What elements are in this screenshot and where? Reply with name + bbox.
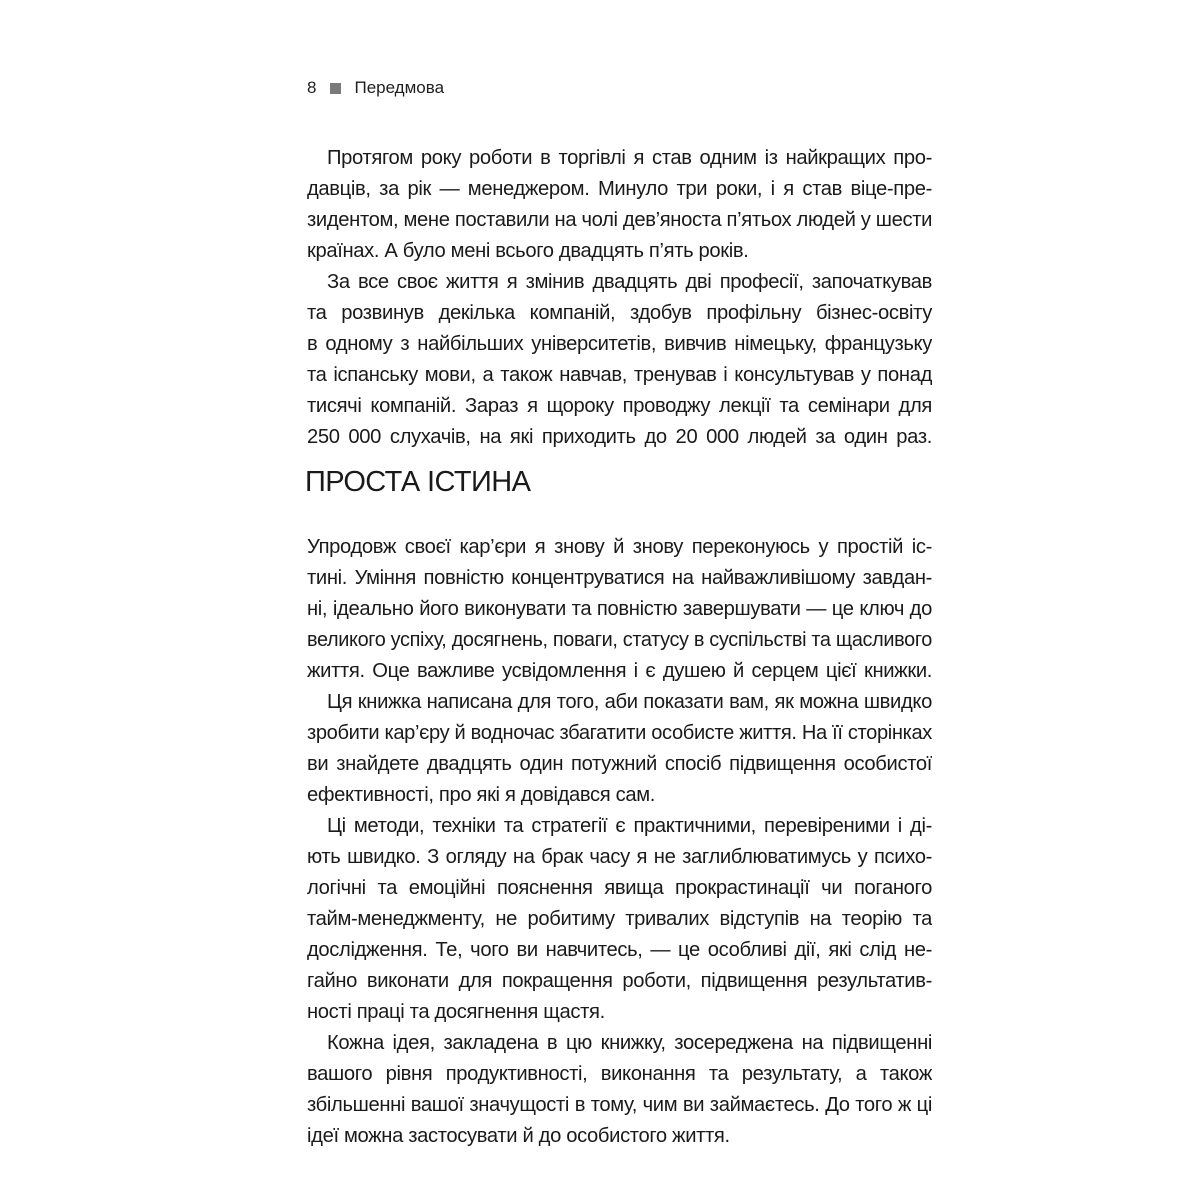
text-line: вашого рівня продуктивності, виконання та результату, а також (307, 1063, 932, 1085)
text-line: та розвинув декілька компаній, здобув профільну бізнес-освіту (307, 302, 932, 324)
text-line: Кожна ідея, закладена в цю книжку, зосереджена на підвищенні (327, 1032, 932, 1054)
text-line: зидентом, мене поставили на чолі дев’яноста п’ятьох людей у шести (307, 209, 932, 231)
paragraph (307, 811, 932, 1028)
text-line: ефективності, про які я довідався сам. (307, 784, 656, 806)
section-heading: ПРОСТА ІСТИНА (305, 466, 531, 498)
text-line: Ці методи, техніки та стратегії є практичними, перевіреними і ді- (327, 815, 932, 837)
text-line: тині. Уміння повністю концентруватися на найважливішому завдан- (307, 567, 932, 589)
text-line: За все своє життя я змінив двадцять дві професії, започаткував (327, 271, 932, 293)
square-marker-icon (330, 83, 341, 94)
text-line: давців, за рік — менеджером. Минуло три роки, і я став віце-пре- (307, 178, 932, 200)
intro-text (307, 143, 932, 453)
text-line: ності праці та досягнення щастя. (307, 1001, 605, 1023)
text-line: логічні та емоційні пояснення явища прокрастинації чи поганого (307, 877, 932, 899)
paragraph (307, 532, 932, 687)
text-line: Упродовж своєї кар’єри я знову й знову переконуюсь у простій іс- (307, 536, 932, 558)
paragraph (307, 1028, 932, 1152)
text-line: ні, ідеально його виконувати та повністю завершувати — це ключ до (307, 598, 932, 620)
text-line: Ця книжка написана для того, аби показати вам, як можна швидко (327, 691, 932, 713)
text-line: зробити кар’єру й водночас збагатити особисте життя. На її сторінках (307, 722, 932, 744)
text-line: тисячі компаній. Зараз я щороку проводжу лекції та семінари для (307, 395, 932, 417)
text-line: збільшенні вашої значущості в тому, чим ви займаєтесь. До того ж ці (307, 1094, 932, 1116)
paragraph (307, 267, 932, 453)
running-header-title: Передмова (354, 78, 445, 97)
section-text (307, 532, 932, 1152)
text-line: та іспанську мови, а також навчав, тренував і консультував у понад (307, 364, 932, 386)
text-line: гайно виконати для покращення роботи, підвищення результатив- (307, 970, 932, 992)
text-line: країнах. А було мені всього двадцять п’ять років. (307, 240, 749, 262)
text-line: Протягом року роботи в торгівлі я став одним із найкращих про- (327, 147, 932, 169)
running-header (307, 76, 444, 100)
text-line: життя. Оце важливе усвідомлення і є душею й серцем цієї книжки. (307, 660, 932, 682)
page-number: 8 (307, 78, 317, 97)
paragraph (307, 687, 932, 811)
text-line: великого успіху, досягнень, поваги, статусу в суспільстві та щасливого (307, 629, 932, 651)
text-line: ють швидко. З огляду на брак часу я не заглиблюватимусь у психо- (307, 846, 932, 868)
text-line: ви знайдете двадцять один потужний спосіб підвищення особистої (307, 753, 932, 775)
text-line: в одному з найбільших університетів, вивчив німецьку, французьку (307, 333, 932, 355)
text-line: ідеї можна застосувати й до особистого життя. (307, 1125, 730, 1147)
text-line: 250 000 слухачів, на які приходить до 20 000 людей за один раз. (307, 426, 932, 448)
paragraph (307, 143, 932, 267)
text-line: дослідження. Те, чого ви навчитесь, — це особливі дії, які слід не- (307, 939, 932, 961)
text-line: тайм-менеджменту, не робитиму тривалих відступів на теорію та (307, 908, 932, 930)
